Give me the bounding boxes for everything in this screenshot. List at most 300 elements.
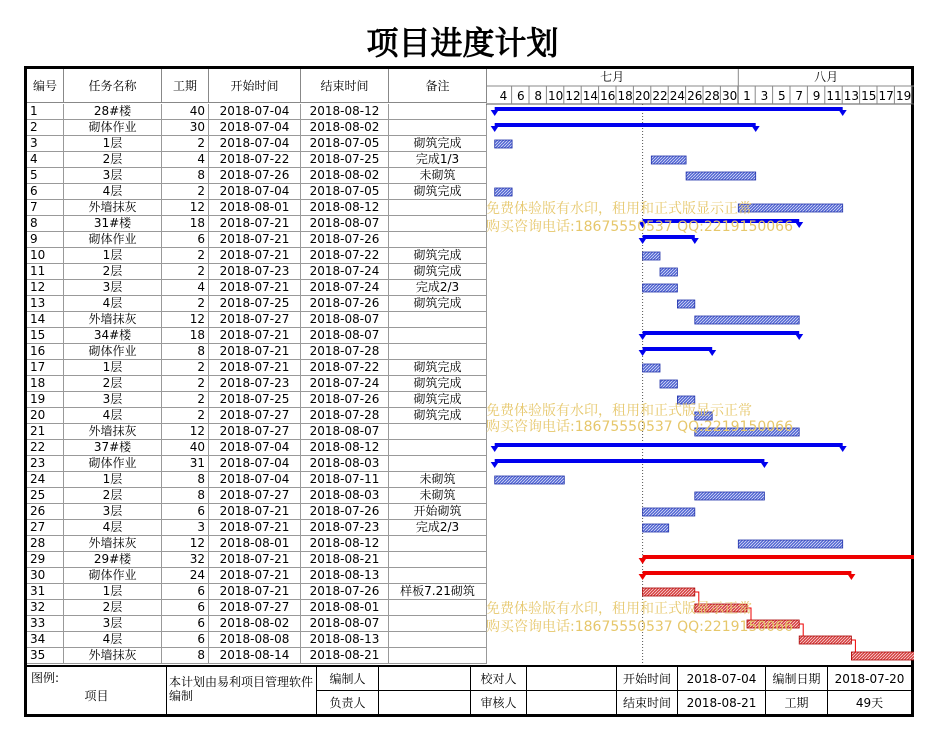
task-note: 砌筑完成 — [389, 264, 487, 280]
task-start: 2018-07-21 — [209, 568, 301, 584]
task-end: 2018-08-13 — [301, 568, 389, 584]
task-start: 2018-08-14 — [209, 648, 301, 664]
task-duration: 8 — [162, 168, 209, 184]
task-end: 2018-08-07 — [301, 424, 389, 440]
task-duration: 18 — [162, 328, 209, 344]
task-id: 7 — [27, 200, 64, 216]
task-duration: 2 — [162, 296, 209, 312]
task-duration: 24 — [162, 568, 209, 584]
day-label: 15 — [861, 89, 877, 103]
task-end: 2018-08-13 — [301, 632, 389, 648]
task-note: 完成1/3 — [389, 152, 487, 168]
task-duration: 2 — [162, 360, 209, 376]
task-id: 6 — [27, 184, 64, 200]
task-note — [389, 200, 487, 216]
task-id: 11 — [27, 264, 64, 280]
table-row — [27, 584, 487, 600]
task-end: 2018-07-26 — [301, 296, 389, 312]
task-end: 2018-07-26 — [301, 584, 389, 600]
task-bar — [695, 492, 765, 500]
task-duration: 40 — [162, 440, 209, 456]
task-duration: 6 — [162, 584, 209, 600]
task-bar — [495, 476, 565, 484]
legend-label: 图例: — [31, 671, 60, 685]
summary-start-marker — [639, 350, 647, 356]
task-id: 16 — [27, 344, 64, 360]
task-bar — [695, 316, 799, 324]
task-end: 2018-07-22 — [301, 248, 389, 264]
summary-bar — [495, 107, 843, 111]
task-end: 2018-07-05 — [301, 184, 389, 200]
task-id: 29 — [27, 552, 64, 568]
task-id: 15 — [27, 328, 64, 344]
task-start: 2018-07-23 — [209, 264, 301, 280]
table-row — [27, 216, 487, 232]
task-id: 31 — [27, 584, 64, 600]
start-label: 开始时间 — [617, 667, 678, 691]
table-row — [27, 552, 487, 568]
table-row — [27, 184, 487, 200]
task-end: 2018-08-07 — [301, 312, 389, 328]
task-name: 1层 — [64, 136, 162, 152]
watermark — [486, 200, 793, 635]
task-end: 2018-07-28 — [301, 344, 389, 360]
task-start: 2018-07-27 — [209, 488, 301, 504]
summary-start-marker — [491, 110, 499, 116]
task-duration: 4 — [162, 280, 209, 296]
date-value: 2018-07-20 — [828, 667, 911, 691]
task-end: 2018-08-01 — [301, 600, 389, 616]
task-duration: 2 — [162, 136, 209, 152]
table-row — [27, 200, 487, 216]
task-bar — [643, 364, 660, 372]
task-end: 2018-08-03 — [301, 456, 389, 472]
summary-end-marker — [795, 222, 803, 228]
task-id: 2 — [27, 120, 64, 136]
task-duration: 30 — [162, 120, 209, 136]
task-duration: 3 — [162, 520, 209, 536]
task-duration: 6 — [162, 632, 209, 648]
task-name: 外墙抹灰 — [64, 648, 162, 664]
task-name: 2层 — [64, 264, 162, 280]
task-note — [389, 312, 487, 328]
task-name: 砌体作业 — [64, 568, 162, 584]
task-name: 1层 — [64, 584, 162, 600]
owner-label: 负责人 — [317, 691, 379, 715]
task-note — [389, 568, 487, 584]
checker-label: 校对人 — [471, 667, 527, 691]
task-start: 2018-08-08 — [209, 632, 301, 648]
day-label: 30 — [721, 89, 738, 103]
task-id: 35 — [27, 648, 64, 664]
task-bar — [677, 300, 694, 308]
task-start: 2018-08-01 — [209, 200, 301, 216]
summary-end-marker — [847, 574, 855, 580]
task-duration: 2 — [162, 184, 209, 200]
summary-bar — [643, 331, 800, 335]
task-start: 2018-07-21 — [209, 248, 301, 264]
task-duration: 12 — [162, 312, 209, 328]
table-row — [27, 456, 487, 472]
gantt-chart — [486, 69, 914, 665]
day-label: 4 — [499, 89, 508, 103]
task-duration: 6 — [162, 232, 209, 248]
task-id: 22 — [27, 440, 64, 456]
task-end: 2018-08-12 — [301, 440, 389, 456]
reviewer-label: 审核人 — [471, 691, 527, 715]
task-note — [389, 104, 487, 120]
day-label: 9 — [812, 89, 821, 103]
reviewer-value — [527, 691, 617, 715]
task-note — [389, 648, 487, 664]
table-row — [27, 328, 487, 344]
task-id: 10 — [27, 248, 64, 264]
task-end: 2018-07-26 — [301, 232, 389, 248]
task-start: 2018-07-22 — [209, 152, 301, 168]
task-start: 2018-07-27 — [209, 312, 301, 328]
task-duration: 6 — [162, 504, 209, 520]
task-start: 2018-07-26 — [209, 168, 301, 184]
task-end: 2018-07-24 — [301, 280, 389, 296]
task-name: 34#楼 — [64, 328, 162, 344]
task-id: 24 — [27, 472, 64, 488]
task-id: 18 — [27, 376, 64, 392]
task-name: 4层 — [64, 408, 162, 424]
task-name: 砌体作业 — [64, 456, 162, 472]
task-start: 2018-07-04 — [209, 136, 301, 152]
task-bar — [738, 204, 842, 212]
task-note: 砌筑完成 — [389, 184, 487, 200]
task-name: 4层 — [64, 632, 162, 648]
task-note: 砌筑完成 — [389, 376, 487, 392]
day-label: 26 — [687, 89, 703, 103]
gantt-timescale — [486, 69, 914, 104]
task-id: 19 — [27, 392, 64, 408]
task-start: 2018-07-21 — [209, 552, 301, 568]
header-end: 结束时间 — [301, 69, 389, 103]
task-note: 未砌筑 — [389, 168, 487, 184]
table-row — [27, 632, 487, 648]
header-start: 开始时间 — [209, 69, 301, 103]
summary-start-marker — [639, 558, 647, 564]
table-row — [27, 392, 487, 408]
task-end: 2018-08-02 — [301, 120, 389, 136]
task-note: 开始砌筑 — [389, 504, 487, 520]
summary-start-marker — [639, 334, 647, 340]
task-duration: 12 — [162, 200, 209, 216]
task-start: 2018-07-21 — [209, 280, 301, 296]
table-row — [27, 376, 487, 392]
watermark-line1: 免费体验版有水印，租用和正式版显示正常 — [486, 601, 752, 617]
task-id: 32 — [27, 600, 64, 616]
task-bar — [799, 636, 851, 644]
table-row — [27, 472, 487, 488]
task-start: 2018-07-27 — [209, 424, 301, 440]
summary-end-marker — [839, 110, 847, 116]
summary-end-marker — [708, 350, 716, 356]
period-label: 工期 — [766, 691, 828, 715]
task-start: 2018-07-23 — [209, 376, 301, 392]
watermark-line1: 免费体验版有水印，租用和正式版显示正常 — [486, 201, 752, 217]
task-note: 砌筑完成 — [389, 296, 487, 312]
task-note — [389, 216, 487, 232]
task-note: 砌筑完成 — [389, 392, 487, 408]
task-bar — [495, 188, 512, 196]
task-name: 3层 — [64, 616, 162, 632]
task-id: 4 — [27, 152, 64, 168]
summary-end-marker — [691, 238, 699, 244]
header-id: 编号 — [27, 69, 64, 103]
watermark-line1: 免费体验版有水印，租用和正式版显示正常 — [486, 403, 752, 419]
task-bar — [643, 252, 660, 260]
day-label: 18 — [617, 89, 633, 103]
task-start: 2018-07-27 — [209, 408, 301, 424]
table-row — [27, 424, 487, 440]
table-row — [27, 408, 487, 424]
table-row — [27, 264, 487, 280]
task-duration: 8 — [162, 648, 209, 664]
table-row — [27, 600, 487, 616]
table-row — [27, 344, 487, 360]
task-bar — [660, 380, 677, 388]
task-note — [389, 536, 487, 552]
table-row — [27, 568, 487, 584]
task-duration: 2 — [162, 264, 209, 280]
task-end: 2018-08-07 — [301, 616, 389, 632]
task-bar — [643, 524, 669, 532]
task-id: 5 — [27, 168, 64, 184]
software-info: 本计划由易利项目管理软件编制 — [167, 667, 317, 715]
table-row — [27, 520, 487, 536]
task-name: 砌体作业 — [64, 232, 162, 248]
end-value: 2018-08-21 — [678, 691, 766, 715]
task-id: 21 — [27, 424, 64, 440]
task-name: 砌体作业 — [64, 344, 162, 360]
summary-bar — [643, 571, 852, 575]
day-label: 1 — [743, 89, 751, 103]
day-label: 6 — [516, 89, 525, 103]
task-duration: 12 — [162, 424, 209, 440]
task-end: 2018-07-11 — [301, 472, 389, 488]
table-row — [27, 648, 487, 664]
task-name: 31#楼 — [64, 216, 162, 232]
task-duration: 8 — [162, 488, 209, 504]
task-name: 1层 — [64, 360, 162, 376]
day-label: 28 — [704, 89, 720, 103]
task-name: 28#楼 — [64, 104, 162, 120]
end-label: 结束时间 — [617, 691, 678, 715]
task-name: 37#楼 — [64, 440, 162, 456]
task-note — [389, 632, 487, 648]
task-end: 2018-08-21 — [301, 648, 389, 664]
table-row — [27, 280, 487, 296]
table-row — [27, 152, 487, 168]
month-label: 八月 — [814, 70, 839, 84]
task-end: 2018-08-12 — [301, 200, 389, 216]
task-id: 8 — [27, 216, 64, 232]
task-start: 2018-07-21 — [209, 504, 301, 520]
task-id: 13 — [27, 296, 64, 312]
task-start: 2018-07-04 — [209, 120, 301, 136]
task-start: 2018-07-21 — [209, 344, 301, 360]
task-id: 20 — [27, 408, 64, 424]
task-name: 4层 — [64, 520, 162, 536]
month-label: 七月 — [600, 70, 625, 84]
summary-start-marker — [491, 462, 499, 468]
task-end: 2018-08-03 — [301, 488, 389, 504]
task-duration: 40 — [162, 104, 209, 120]
task-end: 2018-07-22 — [301, 360, 389, 376]
table-row — [27, 616, 487, 632]
task-id: 17 — [27, 360, 64, 376]
task-duration: 8 — [162, 344, 209, 360]
header-name: 任务名称 — [64, 69, 162, 103]
task-id: 33 — [27, 616, 64, 632]
task-start: 2018-07-04 — [209, 456, 301, 472]
day-label: 10 — [547, 89, 564, 103]
task-name: 29#楼 — [64, 552, 162, 568]
table-row — [27, 488, 487, 504]
task-start: 2018-07-21 — [209, 232, 301, 248]
task-end: 2018-07-28 — [301, 408, 389, 424]
table-row — [27, 232, 487, 248]
table-row — [27, 536, 487, 552]
task-note — [389, 456, 487, 472]
task-start: 2018-08-02 — [209, 616, 301, 632]
task-note — [389, 120, 487, 136]
day-label: 5 — [777, 89, 786, 103]
task-bar — [495, 140, 512, 148]
task-bar — [851, 652, 914, 660]
task-id: 34 — [27, 632, 64, 648]
task-name: 外墙抹灰 — [64, 200, 162, 216]
task-note — [389, 232, 487, 248]
editor-label: 编制人 — [317, 667, 379, 691]
header-duration: 工期 — [162, 69, 209, 103]
day-label: 14 — [582, 89, 599, 103]
summary-start-marker — [491, 126, 499, 132]
task-end: 2018-07-24 — [301, 376, 389, 392]
task-name: 3层 — [64, 504, 162, 520]
task-name: 3层 — [64, 392, 162, 408]
task-name: 2层 — [64, 376, 162, 392]
task-bar — [643, 508, 695, 516]
summary-bar — [643, 555, 914, 559]
legend-cell — [27, 667, 167, 715]
task-start: 2018-07-25 — [209, 392, 301, 408]
task-id: 30 — [27, 568, 64, 584]
task-end: 2018-07-24 — [301, 264, 389, 280]
task-name: 3层 — [64, 280, 162, 296]
task-start: 2018-07-21 — [209, 520, 301, 536]
watermark-line2: 购买咨询电话:18675550537 QQ:2219150066 — [486, 619, 793, 635]
task-end: 2018-08-02 — [301, 168, 389, 184]
task-note — [389, 328, 487, 344]
task-end: 2018-08-07 — [301, 216, 389, 232]
task-start: 2018-08-01 — [209, 536, 301, 552]
task-start: 2018-07-21 — [209, 360, 301, 376]
task-note — [389, 424, 487, 440]
summary-start-marker — [639, 574, 647, 580]
summary-bar — [495, 459, 765, 463]
task-id: 1 — [27, 104, 64, 120]
task-id: 25 — [27, 488, 64, 504]
task-duration: 12 — [162, 536, 209, 552]
day-label: 22 — [652, 89, 668, 103]
task-end: 2018-07-26 — [301, 392, 389, 408]
day-label: 16 — [600, 89, 616, 103]
task-id: 3 — [27, 136, 64, 152]
legend-item: 项目 — [84, 689, 109, 703]
day-label: 7 — [795, 89, 804, 103]
task-start: 2018-07-04 — [209, 472, 301, 488]
table-row — [27, 104, 487, 120]
task-note — [389, 440, 487, 456]
day-label: 8 — [534, 89, 543, 103]
task-start: 2018-07-21 — [209, 584, 301, 600]
task-name: 外墙抹灰 — [64, 536, 162, 552]
task-start: 2018-07-04 — [209, 440, 301, 456]
summary-start-marker — [491, 446, 499, 452]
task-id: 14 — [27, 312, 64, 328]
task-end: 2018-08-21 — [301, 552, 389, 568]
day-label: 12 — [565, 89, 581, 103]
task-duration: 6 — [162, 616, 209, 632]
table-row — [27, 296, 487, 312]
owner-value — [379, 691, 471, 715]
task-note: 样板7.21砌筑 — [389, 584, 487, 600]
task-name: 砌体作业 — [64, 120, 162, 136]
task-bar — [643, 588, 695, 596]
task-start: 2018-07-04 — [209, 184, 301, 200]
task-end: 2018-08-12 — [301, 536, 389, 552]
editor-value — [379, 667, 471, 691]
page-title: 项目进度计划 — [366, 24, 559, 62]
task-duration: 6 — [162, 600, 209, 616]
task-note: 砌筑完成 — [389, 408, 487, 424]
table-row — [27, 136, 487, 152]
task-name: 4层 — [64, 184, 162, 200]
task-id: 23 — [27, 456, 64, 472]
summary-end-marker — [752, 126, 760, 132]
task-id: 27 — [27, 520, 64, 536]
table-row — [27, 168, 487, 184]
task-name: 2层 — [64, 152, 162, 168]
task-note: 砌筑完成 — [389, 360, 487, 376]
task-name: 4层 — [64, 296, 162, 312]
checker-value — [527, 667, 617, 691]
task-bar — [686, 172, 756, 180]
task-name: 2层 — [64, 488, 162, 504]
task-duration: 2 — [162, 408, 209, 424]
task-start: 2018-07-21 — [209, 216, 301, 232]
summary-end-marker — [795, 334, 803, 340]
task-end: 2018-08-07 — [301, 328, 389, 344]
task-start: 2018-07-21 — [209, 328, 301, 344]
task-id: 28 — [27, 536, 64, 552]
day-label: 11 — [826, 89, 842, 103]
footer — [27, 665, 911, 716]
task-duration: 32 — [162, 552, 209, 568]
day-label: 13 — [843, 89, 860, 103]
task-name: 外墙抹灰 — [64, 312, 162, 328]
task-note: 完成2/3 — [389, 520, 487, 536]
watermark-line2: 购买咨询电话:18675550537 QQ:2219150066 — [486, 419, 793, 435]
summary-bar — [495, 443, 843, 447]
task-duration: 2 — [162, 392, 209, 408]
task-note: 未砌筑 — [389, 472, 487, 488]
task-note: 完成2/3 — [389, 280, 487, 296]
